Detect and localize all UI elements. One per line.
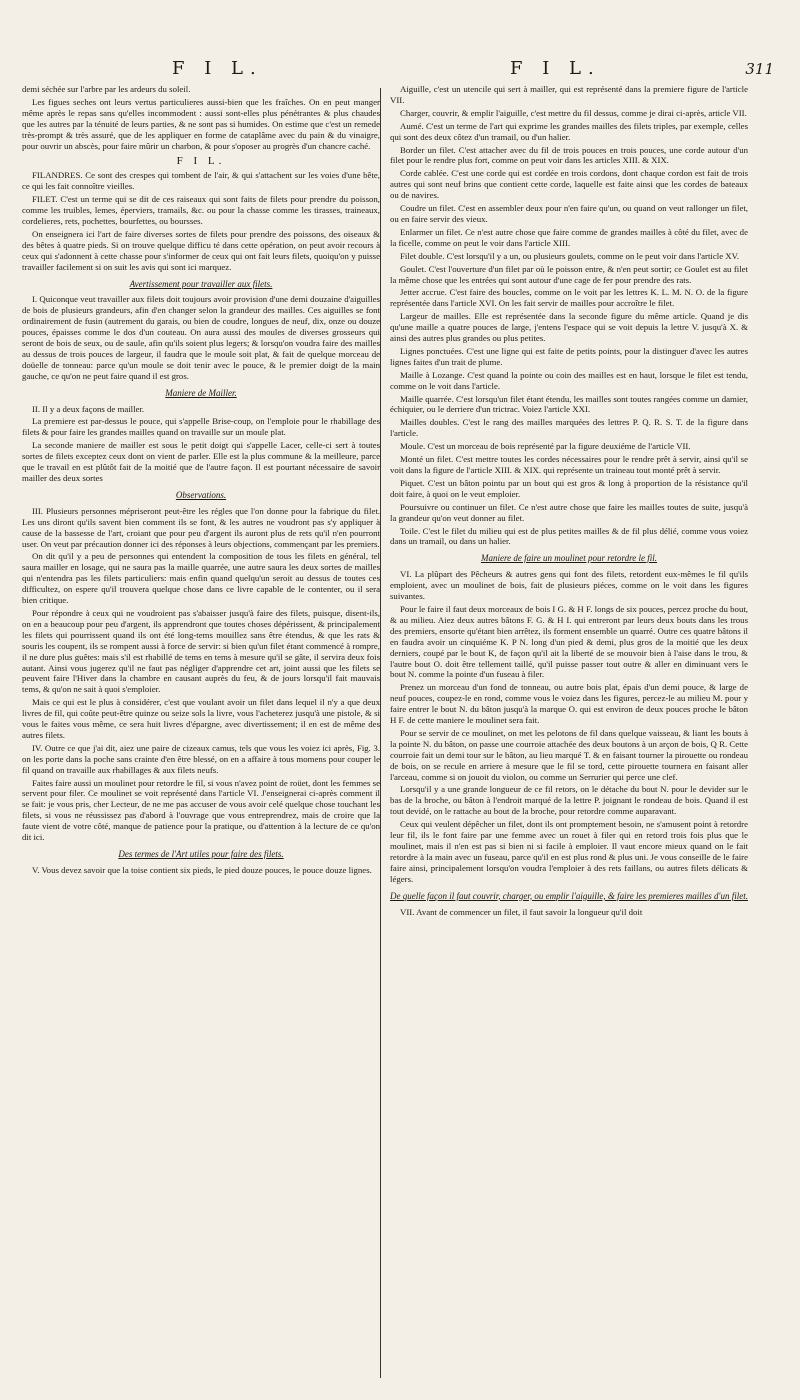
entry-filet: FILET. C'est un terme qui se dit de ces raiseaux qui sont faits de filets pour prendre du poisson, comme les truibles, lemes, éperviers, tramails, &c. ou pour la chasse comme les tirasses, traineaux, cordelieres, rets, pochettes, bourfettes, ou boursses. (22, 194, 380, 226)
page-header (0, 58, 800, 80)
section-heading: F I L. (176, 155, 226, 168)
entry-goulet: Goulet. C'est l'ouverture d'un filet par où le poisson entre, & n'en peut sortir; ce Goulet est au filet la même chose que les entrées qui sont autour d'une cage de fer pour prendre des rats. (390, 263, 748, 285)
paragraph: VII. Avant de commencer un filet, il faut savoir la longueur qu'il doit (400, 906, 643, 917)
entry-coudre: Coudre un filet. C'est en assembler deux pour n'en faire qu'un, ou quand on veut rallonger un filet, ou en faire servir des vieux. (390, 203, 748, 224)
paragraph: V. Vous devez savoir que la toise contient six pieds, le pied douze pouces, le pouce douze lignes. (32, 864, 372, 875)
paragraph: Mais ce qui est le plus à considérer, c'est que voulant avoir un filet dans lequel il n'y a que deux livres de fil, qui coûte peut-être quinze ou seize sols la livre, vous l'acheterez jusqu'à une pistole, & si vous le faites vous même, ce sera huit livres d'épargne, avec divertissement; il en est de même des autres filets. (22, 697, 380, 740)
entry-monte: Monté un filet. C'est mettre toutes les cordes nécessaires pour le rendre prêt à servir, ainsi qu'il se voit dans la figure de l'article XIII. & XIX. qui représente un traineau tout monté prêt à servir. (390, 454, 748, 475)
paragraph: Pour le faire il faut deux morceaux de bois I G. & H F. longs de six pouces, percez proche du bout, & au milieu. Aiez deux autres bâtons F. G. & H I. qui entreront par leurs deux bouts dans les trous des premiers, ensorte qu'étant bien arrêtez, ils forment ensemble un quarré. Outre ces quatre bâtons il en faudra avoir un cinquiéme K. P N. long d'un pied & demi, plus gros de la moitié que les deux derniers, coupé par le bout K, de façon qu'il ait la liberté de se mouvoir bien à l'aise dans le trou, & l'autre bout O. doit être tellement taillé, qu'il puisse passer tout outre & aller en diminuant vers le bout N. comme la pointe d'un fuseau à filer. (390, 603, 748, 680)
column-divider (380, 88, 381, 1378)
entry-filet-double: Filet double. C'est lorsqu'il y a un, ou plusieurs goulets, comme on le peut voir dans l'article XV. (400, 250, 740, 261)
entry-maille-quarree: Maille quarrée. C'est lorsqu'un filet étant étendu, les mailles sont toutes rangées comme un damier, échiquier, ou le derriere d'un trictrac. Voiez l'article XXI. (390, 393, 748, 415)
subsection-heading: Maniere de Mailler. (165, 387, 237, 398)
entry-largeur: Largeur de mailles. Elle est représentée dans la seconde figure du même article. Quand je dis qu'une maille a quatre pouces de large, j'entens l'espace qui se voit depuis la lettre V. jusqu'à X. & ainsi des autres plus grandes ou plus petites. (390, 311, 748, 344)
entry-piquet: Piquet. C'est un bâton pointu par un bout qui est gros & long à proportion de la résistance qu'il doit faire, à quoi on le veut emploier. (390, 477, 748, 499)
left-column (22, 84, 380, 1384)
paragraph: Les figues seches ont leurs vertus particulieres aussi-bien que les fraîches. On en peut manger même après le repas sans qu'elles incommodent : aussi sont-elles plus pénétrantes & plus chaudes que les autres par la ténuité de leurs parties, & ne sont pas si humides. On estime que c'est un remede très-prompt & très assuré, que de les appliquer en forme de cataplâme avec du pain & du vinaigre, pour ouvrir un abscès, pour faire mûrir un charbon, & pour s'oposer au progrès d'un chancre caché. (22, 96, 380, 151)
running-title-left: F I L. (172, 58, 263, 79)
paragraph: Pour se servir de ce moulinet, on met les pelotons de fil dans quelque vaisseau, & liant les bouts à la pointe N. du bâton, on passe une courroie attachée des deux boutons à un arçon de bois, Q R. Cette courroie fait un demi tour sur le bâton, au lieu marqué T. & en faisant tourner la pirouette ou rondeau de bois, on se recule en arriere à mesure que le fil se tord, cette pirouette tournera en faisant aller l'arceau, comme si on jouoit du violon, ou comme un Serrurier qui perce une clef. (390, 727, 748, 782)
entry-charger: Charger, couvrir, & emplir l'aiguille, c'est mettre du fil dessus, comme je dirai ci-après, article VII. (400, 107, 747, 118)
subsection-heading: Avertissement pour travailler aux filets. (129, 278, 273, 289)
subsection-heading: Observations. (175, 489, 227, 500)
paragraph: Prenez un morceau d'un fond de tonneau, ou autre bois plat, épais d'un demi pouce, & large de neuf pouces, coupez-le en rond, comme vous le voiez dans les figures, percez-le au milieu M. pour y faire entrer le bout N. du bâton jusqu'à la marque O. qui est environ de deux pouces proche le bâton H F. de cette maniere le moulinet sera fait. (390, 682, 748, 726)
paragraph: demi séchée sur l'arbre par les ardeurs du soleil. (22, 84, 191, 94)
paragraph: Pour répondre à ceux qui ne voudroient pas s'abaisser jusqu'à faire des filets, puisque, disent-ils, on en a beaucoup pour peu d'argent, ils apprendront que toutes choses dépérissent, & principalement les filets qui pourrissent quand ils ont été long-tems mouillez sans être étendus, & que les rats & souris les coupent, ils se rompent aussi à force de servir: si bien qu'un filet étant commencé à rompre, il ne dure plus guêtes: mais s'il est rhabillé de tems en tems à mesure qu'il se gâte, il servira deux fois autant. Ainsi vous jugerez qu'il ne faut pas négliger d'apprendre cet art, joint aussi que les filets se peuvent faire l'Hiver dans la chambre en causant auprès du feu, & de jours lorsqu'il fait mauvais tems, & qu'on ne sait à quoi s'emploier. (22, 607, 380, 695)
paragraph: Lorsqu'il y a une grande longueur de ce fil retors, on le détache du bout N. pour le devider sur le bas de la broche, ou bâton à l'endroit marqué de la lettre P. joignant le rondeau de bois. Quand il est tout devidé, on le rattache au bout de la broche, pour retordre comme auparavant. (390, 784, 748, 817)
subsection-heading: Maniere de faire un moulinet pour retordre le fil. (480, 553, 658, 564)
subsection-heading: Des termes de l'Art utiles pour faire des filets. (118, 849, 284, 859)
paragraph: VI. La plûpart des Pêcheurs & autres gens qui font des filets, retordent eux-mêmes le fil qu'ils emploient, avec un moulinet de bois, fait de plusieurs piéces, comme on le voit dans les figures suivantes. (390, 569, 748, 602)
paragraph: Faites faire aussi un moulinet pour retordre le fil, si vous n'avez point de roüet, dont les femmes se servent pour filer. Ce moulinet se voit représenté dans l'article VI. J'enseignerai ci-après comment il se fait: je vous pris, cher Lecteur, de ne me pas accuser de vous avoir celé quelque chose touchant les filets, si vous ne réussissez pas d'abord à l'ouvrage que vous entreprendrez, mais de croire que la faute vient de votre côté, manque de patience pour la pratique, ou d'attention à la lecture de ce qu'on dit ici. (22, 777, 380, 843)
paragraph: On enseignera ici l'art de faire diverses sortes de filets pour prendre des poissons, des oiseaux & des bêtes à quatre pieds. Si on trouve quelque difficu té dans cette opération, on peut avoir recours à ceux qui s'adonnent à cette chasse pour s'informer de ceux qui ont fait leurs filets, quoiqu'on y puisse travailler facilement si on suit les avis qui sont ici marquez. (22, 228, 380, 272)
entry-poursuivre: Poursuivre ou continuer un filet. Ce n'est autre chose que faire les mailles toutes de suite, jusqu'à la grandeur qu'on veut donner au filet. (390, 501, 748, 523)
entry-filandres: FILANDRES. Ce sont des crespes qui tombent de l'air, & qui s'attachent sur les voies d'une bête, ce qui les fait connoître vieilles. (22, 170, 380, 192)
subsection-heading: De quelle façon il faut couvrir, charger, ou emplir l'aiguille, & faire les premieres mailles d'un filet. (390, 890, 748, 901)
paragraph: La seconde maniere de mailler est sous le petit doigt qui s'appelle Lacer, celle-ci sert à toutes sortes de filets exceptez ceux dont on vient de parler. Elle est la plus commune & la meilleure, parce que le travail en est plûtôt fait de la moitié que de l'autre façon. Il est pourtant nécessaire de savoir mailler des deux sortes (22, 440, 380, 483)
entry-jetter: Jetter accrue. C'est faire des boucles, comme on le voit par les lettres K. L. M. N. O. de la figure représentée dans l'article XVI. On les fait servir de mailles pour accroître le filet. (390, 287, 748, 309)
paragraph: IV. Outre ce que j'ai dit, aiez une paire de cizeaux camus, tels que vous les voiez ici après, Fig. 3. on les porte dans la poche sans crainte d'en être blessé, on en a affaire à tous momens pour couper le fil quand on travaille aux rhabillages & aux filets neufs. (22, 742, 380, 775)
paragraph: I. Quiconque veut travailler aux filets doit toujours avoir provision d'une demi douzaine d'aiguilles de bois de plusieurs grandeurs, afin d'en changer selon la grandeur des mailles. Ces aiguilles se font ordinairement de fusin (autrement du garais, ou bien de coudre, longues de neuf, dix, onze ou douze pouces, épaisses comme le dos d'un couteau. On aura aussi des moules de diverses grosseurs qui seront de bois de seux, ou de saule, afin qu'ils soient plus legers; & lorsqu'on voudra faire des mailles au dessus de trois pouces de largeur, il faudra que le moule soit plat, & fait de quelque morceau de doüelle de tonneau: parce qu'un moule se doit tenir avec le pouce, & le premier doigt de la main gauche, ce qu'on ne peut faire quand il est gros. (22, 294, 380, 381)
entry-corde: Corde cablée. C'est une corde qui est cordée en trois cordons, dont chaque cordon est fait de trois autres qui sont neuf brins que contient cette corde, laquelle est faite ainsi que les cordes de bateaux ou de navires. (390, 168, 748, 201)
entry-moule: Moule. C'est un morceau de bois représenté par la figure deuxiéme de l'article VII. (400, 441, 691, 452)
paragraph: II. Il y a deux façons de mailler. (32, 403, 145, 414)
running-title-right: F I L. (510, 58, 601, 79)
entry-enlarmer: Enlarmer un filet. Ce n'est autre chose que faire comme de grandes mailles à côté du filet, avec de la ficelle, comme on peut le voir dans l'article XIII. (390, 226, 748, 248)
page-number: 311 (745, 60, 774, 78)
right-column (390, 84, 748, 1384)
paragraph: On dit qu'il y a peu de personnes qui entendent la composition de tous les filets en général, tel saura mailler en losage, qui ne saura pas la maille quarrée, une autre saura les deux sortes de mailles qui n'entendra pas les filets particuliers: mais enfin quand quelqu'un seroit au dessus de toutes ces difficultez, on espere qu'il trouvera quelque chose dans ce livre capable de le contenter, ou il sera bien critique. (22, 551, 380, 606)
entry-toile: Toile. C'est le filet du milieu qui est de plus petites mailles & de fil plus délié, comme vous voiez dans un tramail, ou dans un halier. (390, 525, 748, 547)
entry-mailles-doubles: Mailles doubles. C'est le rang des mailles marquées des lettres P. Q. R. S. T. de la figure dans l'article. (390, 417, 748, 439)
paragraph: III. Plusieurs personnes mépriseront peut-être les régles que l'on donne pour la fabrique du filet. Les uns diront qu'ils savent bien comment ils se font, & les autres ne voudront pas s'y appliquer à cause de la bassesse de l'art, croiant que pour peu d'argent ils auront plus de rets qu'il n'en pourront user. On veut par précaution donner ici des réponses à leurs objections, commençant par les premiers. (22, 505, 380, 549)
entry-maille-lozange: Maille à Lozange. C'est quand la pointe ou coin des mailles est en haut, lorsque le filet est tendu, comme on le voit dans l'article. (390, 369, 748, 391)
entry-aume: Aumé. C'est un terme de l'art qui exprime les grandes mailles des filets triples, par exemple, celles qui sont des deux côtez d'un tramail, ou d'un halier. (390, 120, 748, 142)
entry-border: Border un filet. C'est attacher avec du fil de trois pouces en trois pouces, une corde autour d'un filet pour le rendre plus fort, comme on peut voir dans les articles XIII. & XIX. (390, 144, 748, 166)
paragraph: Ceux qui veulent dépêcher un filet, dont ils ont promptement besoin, ne s'amusent point à retordre leur fil, ils le font faire par une femme avec un rouet à filer qui en retord trois fois plus que le moulinet, mais il n'en est pas si bien ni si facile à emploier. Il vaut encore mieux quand on le fait retordre à la main avec un fuseau, parce qu'il en est plus rond & plus uni. Je vous conseille de le faire faire ainsi, principalement lorsqu'on voudra l'emploier à des rets faillans, ou autres filets délicats & légers. (390, 819, 748, 884)
paragraph: La premiere est par-dessus le pouce, qui s'appelle Brise-coup, on l'emploie pour le rhabillage des filets & pour faire les grandes mailles quand on travaille sur un moule plat. (22, 416, 380, 438)
entry-lignes: Lignes ponctuées. C'est une ligne qui est faite de petits points, pour la distinguer d'avec les autres lignes faites d'un trait de plume. (390, 345, 748, 367)
entry-aiguille: Aiguille, c'est un utencile qui sert à mailler, qui est représenté dans la premiere figure de l'article VII. (390, 84, 748, 105)
